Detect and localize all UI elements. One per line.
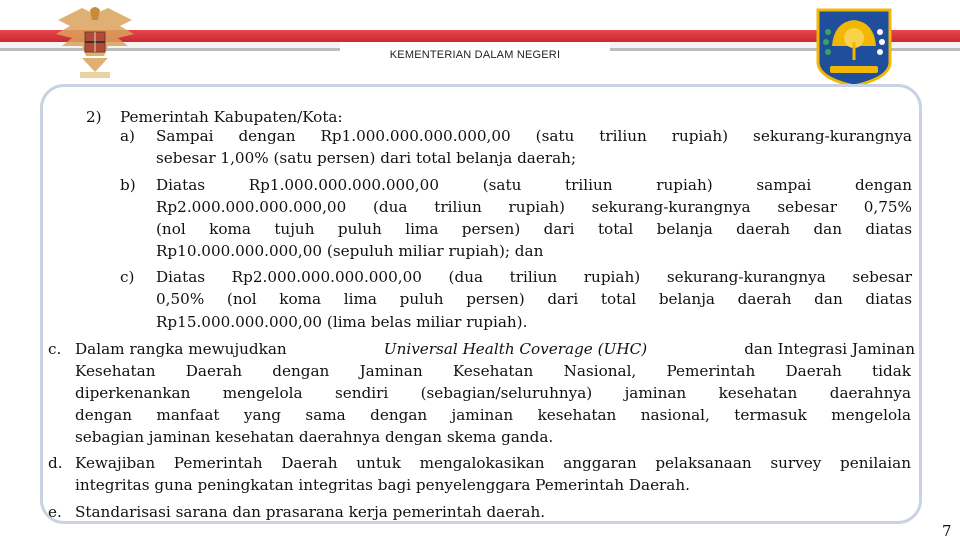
item-c-line-1-tail: dan Integrasi Jaminan	[744, 340, 915, 358]
item-e-marker: e.	[48, 503, 62, 521]
sub-c-line-1: Diatas Rp2.000.000.000.000,00 (dua triliun rupiah) sekurang-kurangnya sebesar	[156, 268, 912, 286]
item-c-line-1-uhc: Universal Health Coverage (UHC)	[383, 340, 648, 358]
sub-b-line-1: Diatas Rp1.000.000.000.000,00 (satu triliun rupiah) sampai dengan	[156, 176, 912, 194]
item-c-line-2: Kesehatan Daerah dengan Jaminan Kesehatan Nasional, Pemerintah Daerah tidak	[75, 362, 911, 380]
sub-b-line-2: Rp2.000.000.000.000,00 (dua triliun rupiah) sekurang-kurangnya sebesar 0,75%	[156, 198, 912, 216]
item-d-marker: d.	[48, 454, 63, 472]
sub-a-line-1: Sampai dengan Rp1.000.000.000.000,00 (satu triliun rupiah) sekurang-kurangnya	[156, 127, 912, 145]
header-title: KEMENTERIAN DALAM NEGERI	[340, 42, 610, 68]
item-2-marker: 2)	[86, 108, 102, 126]
sub-b-marker: b)	[120, 176, 136, 194]
sub-a-line-2: sebesar 1,00% (satu persen) dari total belanja daerah;	[156, 149, 577, 167]
sub-c-marker: c)	[120, 268, 135, 286]
sub-b-line-3: (nol koma tujuh puluh lima persen) dari total belanja daerah dan diatas	[156, 220, 912, 238]
garuda-emblem-icon	[52, 6, 138, 82]
item-c-marker: c.	[48, 340, 62, 358]
item-e-line-1: Standarisasi sarana dan prasarana kerja pemerintah daerah.	[75, 503, 546, 521]
item-c-line-4: dengan manfaat yang sama dengan jaminan kesehatan nasional, termasuk mengelola	[75, 406, 911, 424]
item-2-title: Pemerintah Kabupaten/Kota:	[120, 108, 343, 126]
page-number: 7	[942, 522, 952, 540]
item-d-line-1: Kewajiban Pemerintah Daerah untuk mengalokasikan anggaran pelaksanaan survey penilaian	[75, 454, 911, 472]
item-c-line-3: diperkenankan mengelola sendiri (sebagian/seluruhnya) jaminan kesehatan daerahnya	[75, 384, 911, 402]
item-d-line-2: integritas guna peningkatan integritas bagi penyelenggara Pemerintah Daerah.	[75, 476, 690, 494]
kemendagri-emblem-icon	[812, 6, 896, 88]
item-c-line-5: sebagian jaminan kesehatan daerahnya dengan skema ganda.	[75, 428, 554, 446]
sub-c-line-3: Rp15.000.000.000,00 (lima belas miliar rupiah).	[156, 313, 528, 331]
sub-c-line-2: 0,50% (nol koma lima puluh persen) dari total belanja daerah dan diatas	[156, 290, 912, 308]
item-c-line-1-lead: Dalam rangka mewujudkan	[75, 340, 287, 358]
sub-b-line-4: Rp10.000.000.000,00 (sepuluh miliar rupiah); dan	[156, 242, 544, 260]
sub-a-marker: a)	[120, 127, 135, 145]
item-c-line-1	[75, 338, 915, 360]
